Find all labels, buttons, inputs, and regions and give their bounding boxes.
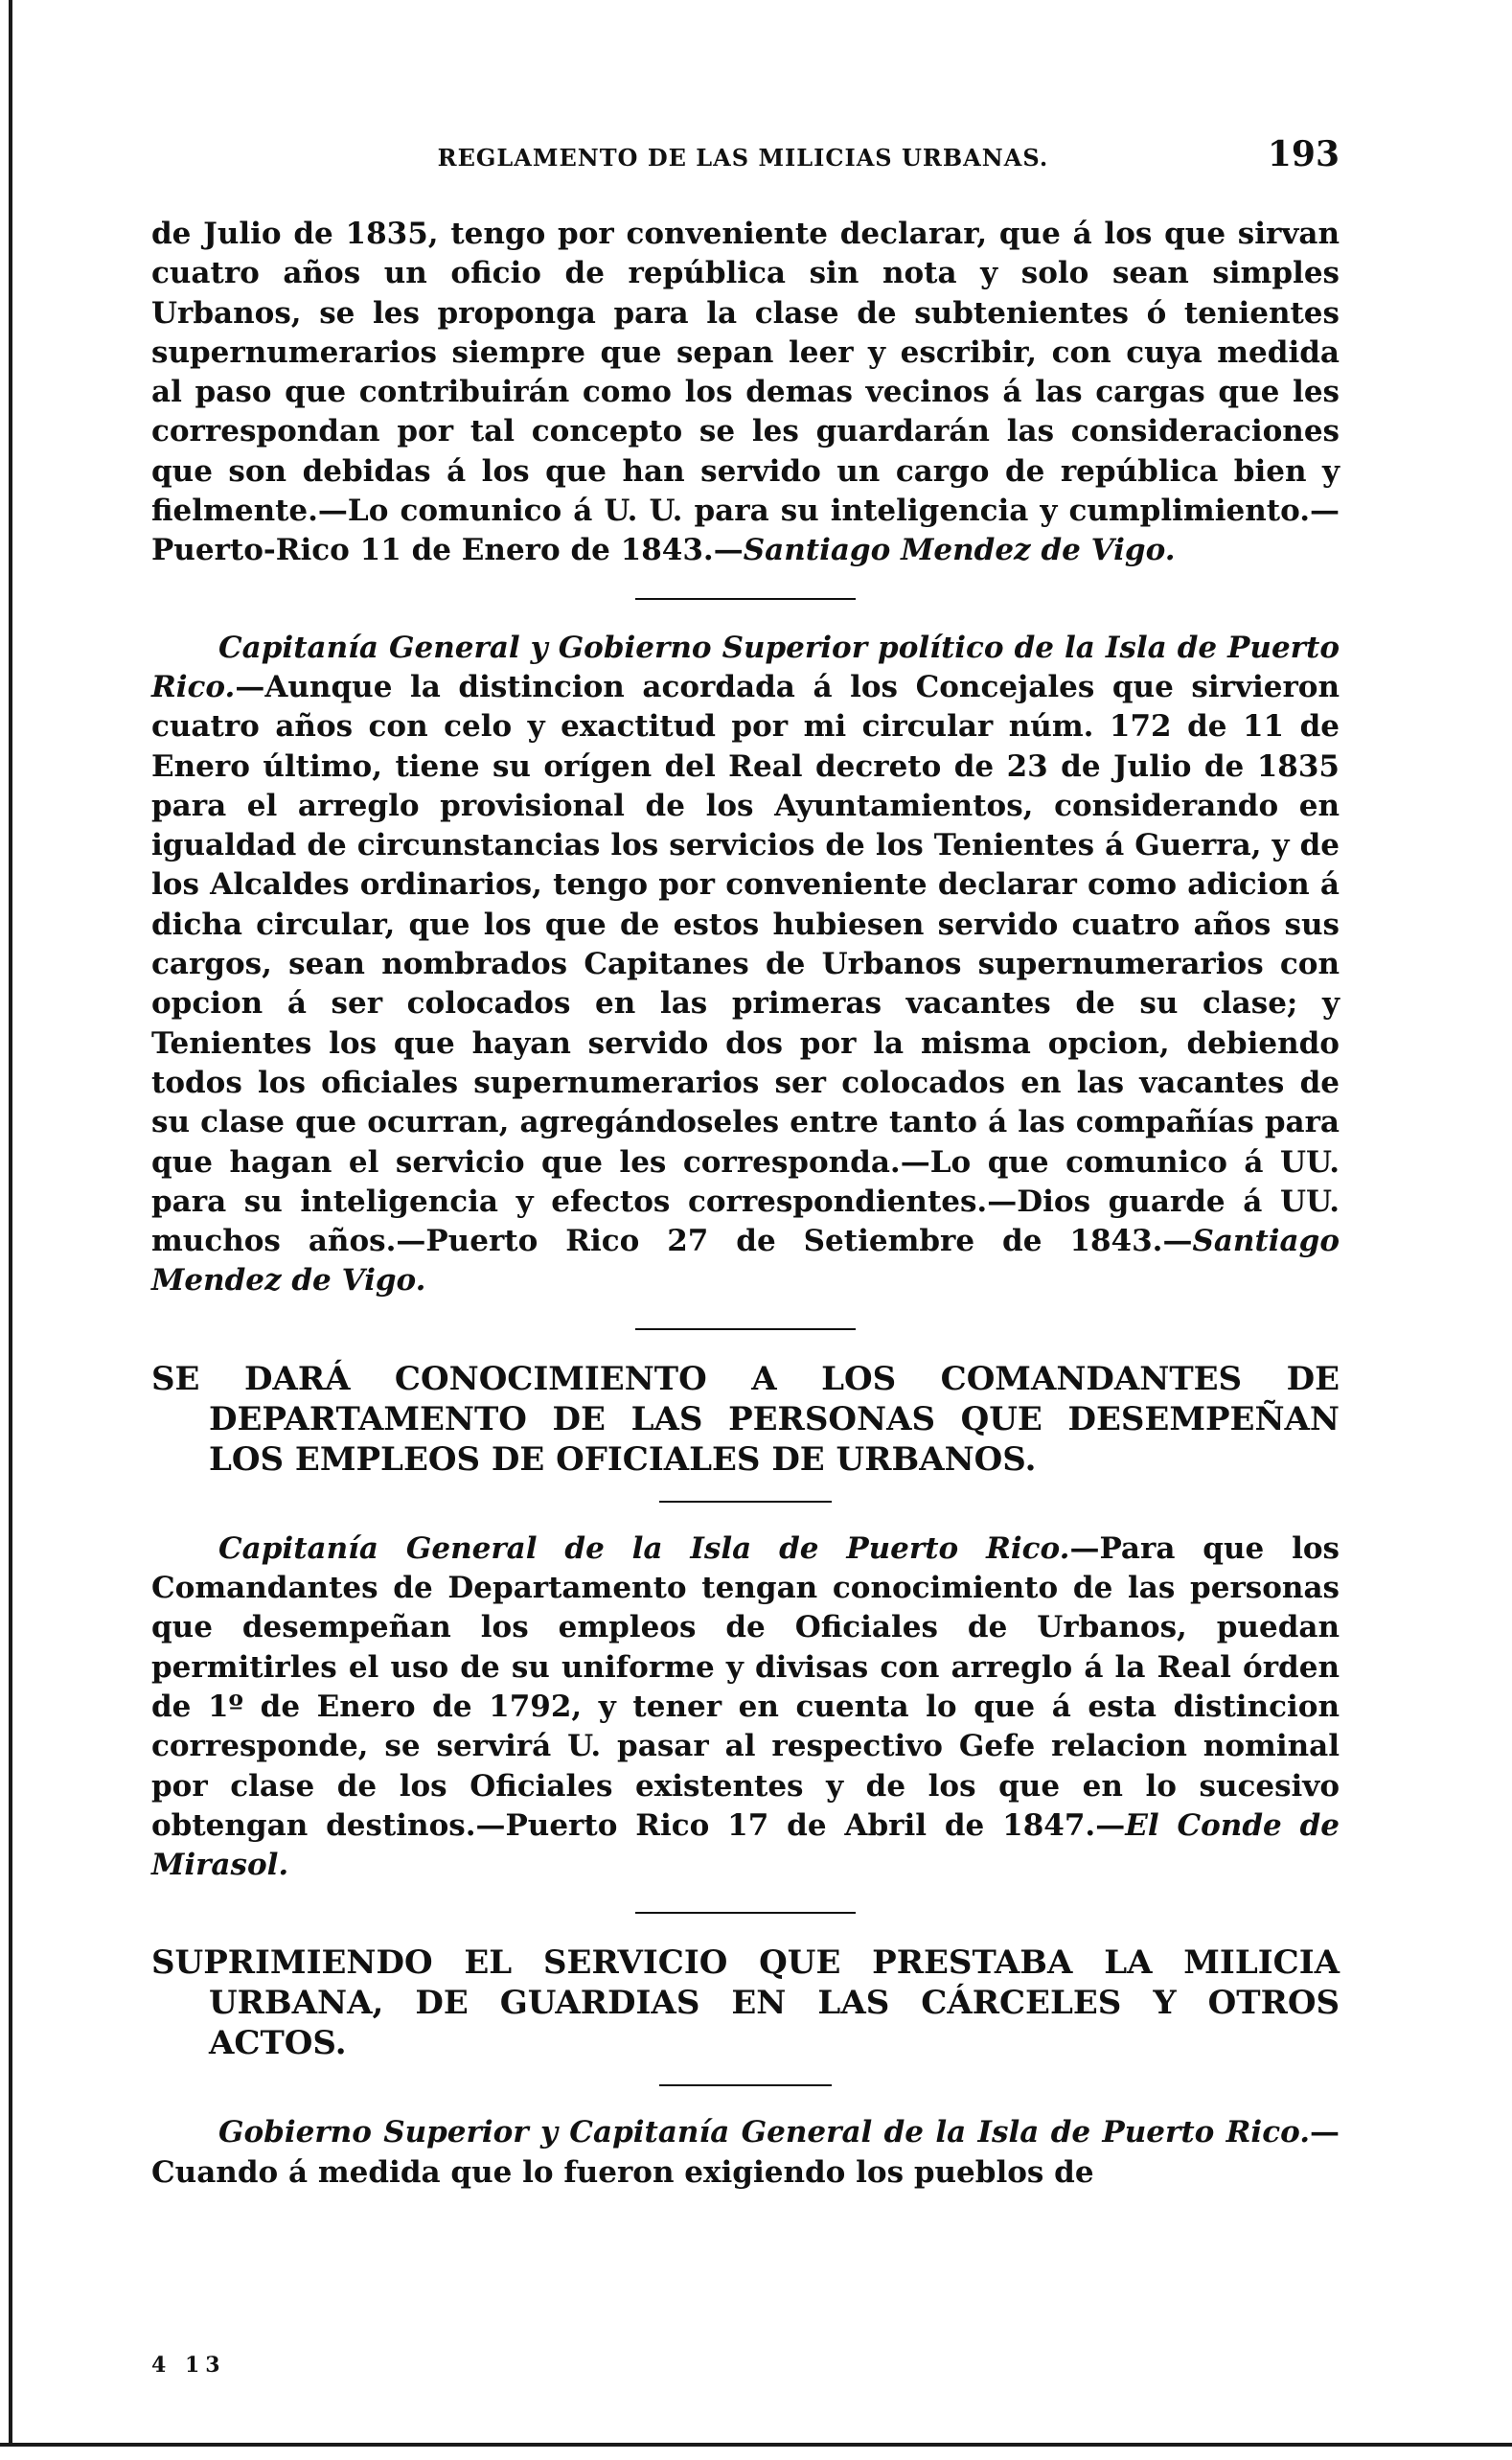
section-divider — [635, 1912, 856, 1914]
paragraph-heading: Gobierno Superior y Capitanía General de la Isla de Puerto Rico. — [218, 2115, 1310, 2150]
running-header — [151, 134, 1340, 192]
signature: Santiago Mendez de Vigo. — [743, 533, 1176, 568]
paragraph-text: de Julio de 1835, tengo por conveniente declarar, que á los que sirvan cuatro años un oficio de república sin nota y solo sean simples Urbanos, se les proponga para la clase de subtenientes ó tenientes supernumerarios siempre que sepan leer y escribir, con cuya medida al paso que contribuirán como los demas vecinos á las cargas que les correspondan por tal concepto se les guardarán las consideraciones que son debidas á los que han servido un cargo de república bien y fielmente.—Lo comunico á U. U. para su inteligencia y cumplimiento.—Puerto-Rico 11 de Enero de 1843.— — [151, 217, 1340, 568]
page-bottom-edge-line — [0, 2443, 1512, 2447]
book-page — [151, 134, 1340, 2193]
paragraph-heading: Capitanía General y Gobierno Superior político de la Isla de Puerto Rico. — [151, 630, 1340, 704]
paragraph-continuation — [151, 215, 1340, 571]
section-heading: SE DARÁ CONOCIMIENTO A LOS COMANDANTES DE DEPARTAMENTO DE LAS PERSONAS QUE DESEMPEÑAN LOS EMPLEOS DE OFICIALES DE URBANOS. — [151, 1359, 1340, 1479]
section-divider — [659, 2084, 832, 2086]
paragraph-circular — [151, 629, 1340, 1301]
signature: El Conde de Mirasol. — [151, 1807, 1340, 1883]
section-divider — [635, 598, 856, 600]
paragraph-text: —Para que los Comandantes de Departamento tengan conocimiento de las personas que desempeñan los empleos de Oficiales de Urbanos, puedan permitirles el uso de su uniforme y divisas con arreglo á la Real órden de 1º de Enero de 1792, y tener en cuenta lo que á esta distincion corresponde, se servirá U. pasar al respectivo Gefe relacion nominal por clase de los Oficiales existentes y de los que en lo sucesivo obtengan destinos.—Puerto Rico 17 de Abril de 1847.— — [151, 1530, 1340, 1843]
section-divider — [659, 1501, 832, 1503]
paragraph-heading: Capitanía General de la Isla de Puerto Rico. — [218, 1530, 1070, 1566]
printer-signature-mark: 4 13 — [151, 2353, 226, 2378]
page-number: 193 — [1267, 134, 1340, 174]
paragraph-circular — [151, 1529, 1340, 1886]
page-left-edge-line — [9, 0, 12, 2444]
section-heading: SUPRIMIENDO EL SERVICIO QUE PRESTABA LA MILICIA URBANA, DE GUARDIAS EN LAS CÁRCELES Y OTROS ACTOS. — [151, 1943, 1340, 2063]
paragraph-text: —Cuando á medida que lo fueron exigiendo los pueblos de — [151, 2115, 1340, 2190]
paragraph-circular — [151, 2113, 1340, 2193]
signature: Santiago Mendez de Vigo. — [151, 1224, 1340, 1299]
section-divider — [635, 1328, 856, 1330]
running-title: REGLAMENTO DE LAS MILICIAS URBANAS. — [437, 144, 1049, 172]
paragraph-text: —Aunque la distincion acordada á los Concejales que sirvieron cuatro años con celo y exactitud por mi circular núm. 172 de 11 de Enero último, tiene su orígen del Real decreto de 23 de Julio de 1835 para el arreglo provisional de los Ayuntamientos, considerando en igualdad de circunstancias los servicios de los Tenientes á Guerra, y de los Alcaldes ordinarios, tengo por conveniente declarar como adicion á dicha circular, que los que de estos hubiesen servido cuatro años sus cargos, sean nombrados Capitanes de Urbanos supernumerarios con opcion á ser colocados en las primeras vacantes de su clase; y Tenientes los que hayan servido dos por la misma opcion, debiendo todos los oficiales supernumerarios ser colocados en las vacantes de su clase que ocurran, agregándoseles entre tanto á las compañías para que hagan el servicio que les corresponda.—Lo que comunico á UU. para su inteligencia y efectos correspondientes.—Dios guarde á UU. muchos años.—Puerto Rico 27 de Setiembre de 1843.— — [151, 669, 1340, 1259]
